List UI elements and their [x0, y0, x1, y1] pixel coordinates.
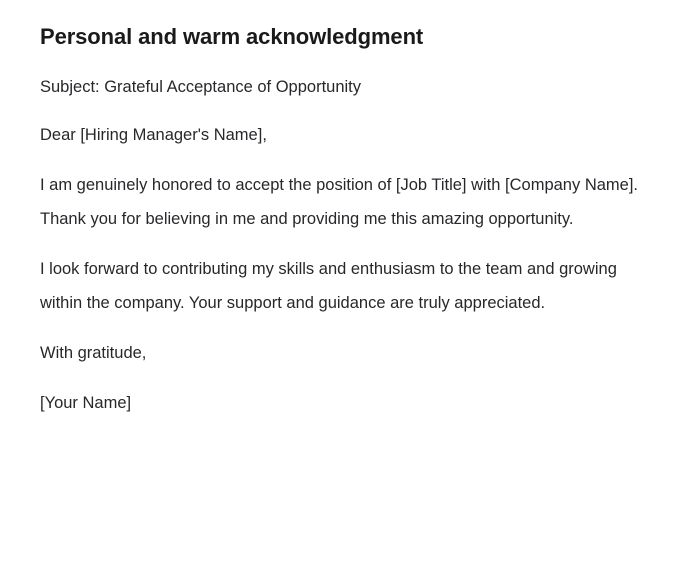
page-title: Personal and warm acknowledgment — [40, 24, 424, 49]
subject-line: Subject: Grateful Acceptance of Opportunity — [40, 78, 362, 96]
salutation-line: Dear [Hiring Manager's Name], — [40, 126, 267, 144]
body-paragraph-2: I look forward to contributing my skills and enthusiasm to the team and growing within the company. Your support and guidance are truly appreciated. — [40, 260, 617, 312]
signature-line: [Your Name] — [40, 394, 132, 412]
body-paragraph-1: I am genuinely honored to accept the position of [Job Title] with [Company Name]. Thank you for believing in me and providing me this amazing opportunity. — [40, 176, 638, 228]
closing-line: With gratitude, — [40, 344, 147, 362]
